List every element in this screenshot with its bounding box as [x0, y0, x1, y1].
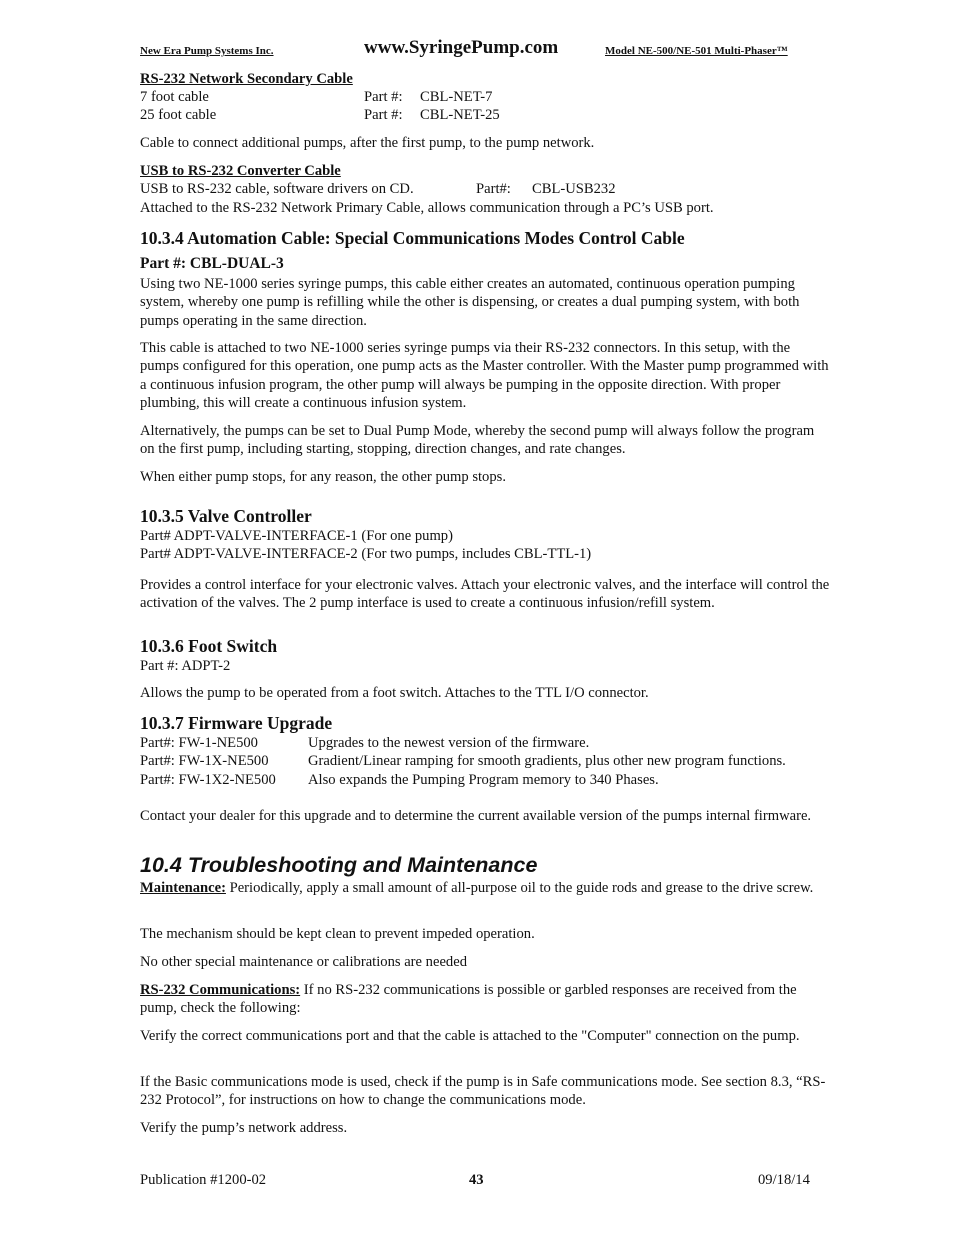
firmware-text: Contact your dealer for this upgrade and to determine the current available version of the pumps internal firmware. [140, 808, 812, 824]
footer-page-number: 43 [469, 1172, 484, 1188]
rs232-paragraph [140, 981, 832, 1018]
secondary-cable-row-label: Part #: [364, 89, 403, 105]
usb-cable-desc: USB to RS-232 cable, software drivers on CD. [140, 181, 414, 197]
verify-address-paragraph: Verify the pump’s network address. [140, 1120, 348, 1136]
header-company: New Era Pump Systems Inc. [140, 45, 274, 57]
troubleshooting-heading: 10.4 Troubleshooting and Maintenance [140, 853, 538, 877]
firmware-row-desc: Gradient/Linear ramping for smooth gradients, plus other new program functions. [308, 753, 786, 769]
firmware-row-desc: Also expands the Pumping Program memory to 340 Phases. [308, 772, 659, 788]
secondary-cable-row-label: Part #: [364, 107, 403, 123]
usb-cable-label: Part#: [476, 181, 511, 197]
secondary-cable-text: Cable to connect additional pumps, after the first pump, to the pump network. [140, 135, 595, 151]
firmware-heading: 10.3.7 Firmware Upgrade [140, 713, 333, 733]
rs232-text: If no RS-232 communications is possible or garbled responses are received from the pump, check the following: [140, 982, 797, 1017]
usb-cable-heading: USB to RS-232 Converter Cable [140, 163, 341, 179]
automation-heading: 10.3.4 Automation Cable: Special Communications Modes Control Cable [140, 228, 685, 248]
footer-date: 09/18/14 [758, 1172, 810, 1188]
automation-part: Part #: CBL-DUAL-3 [140, 255, 284, 272]
valve-text: Provides a control interface for your electronic valves. Attach your electronic valves, and the interface will control the activation of the valves. The 2 pump interface is used to create a continuous infusion/refill system. [140, 577, 830, 612]
foot-heading: 10.3.6 Foot Switch [140, 636, 278, 656]
firmware-row-part: Part#: FW-1-NE500 [140, 735, 258, 751]
footer-publication: Publication #1200-02 [140, 1172, 267, 1188]
maintenance-label: Maintenance: [140, 880, 226, 896]
valve-part-1: Part# ADPT-VALVE-INTERFACE-1 (For one pump) [140, 528, 453, 544]
maintenance-text: Periodically, apply a small amount of all-purpose oil to the guide rods and grease to the drive screw. [225, 880, 814, 896]
foot-part: Part #: ADPT-2 [140, 658, 231, 674]
rs232-label: RS-232 Communications: [140, 982, 301, 998]
automation-paragraph-4: When either pump stops, for any reason, the other pump stops. [140, 469, 506, 485]
clean-paragraph: The mechanism should be kept clean to prevent impeded operation. [140, 926, 535, 942]
basic-mode-paragraph: If the Basic communications mode is used, check if the pump is in Safe communications mode. See section 8.3, “RS-232 Protocol”, for instructions on how to change the communications mode. [140, 1074, 826, 1109]
secondary-cable-row-desc: 7 foot cable [140, 89, 209, 105]
header-model: Model NE-500/NE-501 Multi-Phaser™ [605, 45, 788, 57]
valve-heading: 10.3.5 Valve Controller [140, 506, 312, 526]
firmware-row-part: Part#: FW-1X2-NE500 [140, 772, 276, 788]
automation-paragraph-2: This cable is attached to two NE-1000 series syringe pumps via their RS-232 connectors. In this setup, with the pumps configured for this operation, one pump acts as the Master controller. With the Master pump programmed with a continuous infusion program, the other pump will always be pumping in the opposite direction. With proper plumbing, this will create a continuous infusion system. [140, 340, 829, 411]
automation-paragraph-1: Using two NE-1000 series syringe pumps, this cable either creates an automated, continuous operation pumping system, whereby one pump is refilling while the other is dispensing, or creates a dual pumping system, with both pumps operating in the same direction. [140, 276, 800, 329]
secondary-cable-row-part: CBL-NET-25 [420, 107, 500, 123]
secondary-cable-heading: RS-232 Network Secondary Cable [140, 71, 353, 87]
no-other-paragraph: No other special maintenance or calibrations are needed [140, 954, 467, 970]
verify-port-paragraph: Verify the correct communications port and that the cable is attached to the "Computer" connection on the pump. [140, 1028, 800, 1044]
foot-text: Allows the pump to be operated from a foot switch. Attaches to the TTL I/O connector. [140, 685, 649, 701]
firmware-row-desc: Upgrades to the newest version of the firmware. [308, 735, 590, 751]
valve-part-2: Part# ADPT-VALVE-INTERFACE-2 (For two pumps, includes CBL-TTL-1) [140, 546, 592, 562]
secondary-cable-row-desc: 25 foot cable [140, 107, 217, 123]
header-website: www.SyringePump.com [364, 37, 559, 58]
maintenance-paragraph [140, 879, 832, 897]
secondary-cable-row-part: CBL-NET-7 [420, 89, 493, 105]
usb-cable-part: CBL-USB232 [532, 181, 616, 197]
usb-cable-text: Attached to the RS-232 Network Primary Cable, allows communication through a PC’s USB port. [140, 200, 714, 216]
automation-paragraph-3: Alternatively, the pumps can be set to Dual Pump Mode, whereby the second pump will always follow the program on the first pump, including starting, stopping, direction changes, and rate changes. [140, 423, 815, 458]
firmware-row-part: Part#: FW-1X-NE500 [140, 753, 269, 769]
